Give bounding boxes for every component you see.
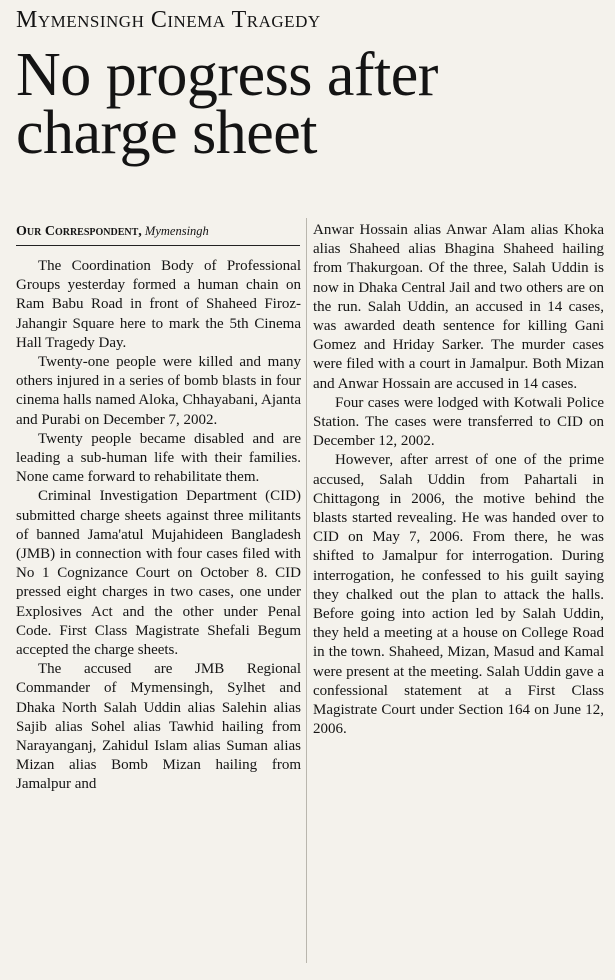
paragraph: However, after arrest of one of the prime accused, Salah Uddin from Pahartali in Chittagong in 2006, the motive behind the blasts started revealing. He was handed over to CID on May 7, 2006. From there, he was shifted to Jamalpur for interrogation. During interrogation, he confessed to his guilt saying they chalked out the plan to attack the halls. Before going into action led by Salah Uddin, they held a meeting at a house on College Road in the town. Shaheed, Mizan, Masud and Kamal were present at the meeting. Salah Uddin gave a confessional statement at a First Class Magistrate Court under Section 164 on June 12, 2006. xyxy=(313,452,604,738)
paragraph: Criminal Investigation Department (CID) submitted charge sheets against three militants of banned Jama'atul Mujahideen Bangladesh (JMB) in connection with four cases filed with No 1 Cognizance Court on October 8. CID pressed eight charges in two cases, one under Explosives Act and the other under Penal Code. First Class Magistrate Shefali Begum accepted the charge sheets. xyxy=(16,488,301,659)
byline-author: Our Correspondent, xyxy=(16,224,142,239)
column-divider xyxy=(306,218,307,963)
right-column xyxy=(313,221,604,739)
paragraph: The Coordination Body of Professional Groups yesterday formed a human chain on Ram Babu Road in front of Shaheed Firoz-Jahangir Square here to mark the 5th Cinema Hall Tragedy Day. xyxy=(16,258,301,351)
paragraph: Twenty-one people were killed and many others injured in a series of bomb blasts in four cinema halls named Aloka, Chhayabani, Ajanta and Purabi on December 7, 2002. xyxy=(16,354,301,428)
paragraph: Twenty people became disabled and are leading a sub-human life with their families. None came forward to rehabilitate them. xyxy=(16,430,301,486)
kicker: Mymensingh Cinema Tragedy xyxy=(16,7,321,33)
headline: No progress after charge sheet xyxy=(16,41,438,167)
paragraph: Anwar Hossain alias Anwar Alam alias Khoka alias Shaheed alias Bhagina Shaheed hailing from Thakurgoan. Of the three, Salah Uddin is now in Dhaka Central Jail and two others are on the run. Salah Uddin, an accused in 14 cases, was awarded death sentence for killing Gani Gomez and Hriday Sarker. The murder cases were filed with a court in Jamalpur. Both Mizan and Anwar Hossain are accused in 14 cases. xyxy=(313,222,604,392)
paragraph: The accused are JMB Regional Commander of Mymensingh, Sylhet and Dhaka North Salah Uddin alias Salehin alias Sajib alias Sohel alias Tawhid hailing from Narayanganj, Zahidul Islam alias Suman alias Mizan alias Bomb Mizan hailing from Jamalpur and xyxy=(16,661,301,793)
byline xyxy=(16,224,306,240)
paragraph: Four cases were lodged with Kotwali Police Station. The cases were transferred to CID on December 12, 2002. xyxy=(313,394,604,450)
byline-divider xyxy=(16,245,300,246)
left-column xyxy=(16,257,301,795)
byline-location: Mymensingh xyxy=(144,224,209,238)
